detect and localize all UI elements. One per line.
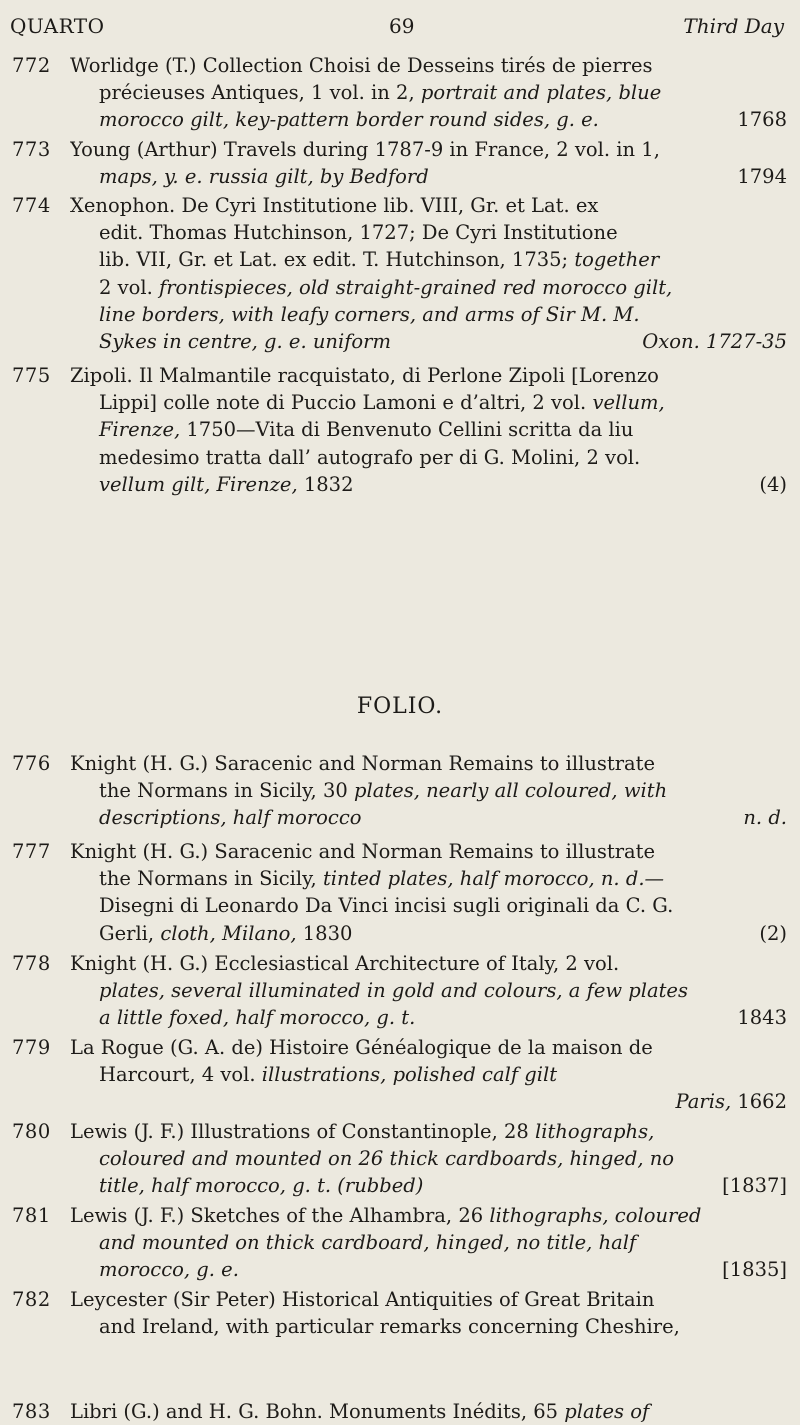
lot-line: Xenophon. De Cyri Institutione lib. VIII, Gr. et Lat. ex	[70, 194, 599, 217]
lot-line: morocco gilt, key-pattern border round sides, g. e. 1768	[70, 106, 787, 133]
lot-number: 780	[12, 1120, 51, 1143]
lot-line: title, half morocco, g. t. (rubbed) [1837]	[70, 1172, 787, 1199]
lot-line: maps, y. e. russia gilt, by Bedford 1794	[70, 163, 787, 190]
lot-line: Young (Arthur) Travels during 1787-9 in France, 2 vol. in 1,	[70, 138, 660, 161]
lot-date: 1662	[731, 1090, 787, 1114]
lot-line: vellum gilt, Firenze, 1832 (4)	[70, 471, 787, 498]
header-format: QUARTO	[10, 14, 105, 38]
lot-781	[12, 1202, 787, 1284]
lot-line: Sykes in centre, g. e. uniform Oxon. 1727-35	[70, 328, 787, 355]
lot-date: Oxon. 1727-35	[642, 330, 787, 354]
lot-number: 781	[12, 1204, 51, 1227]
page-number: 69	[389, 14, 415, 38]
lot-number: 776	[12, 752, 51, 775]
lot-line: Disegni di Leonardo Da Vinci incisi sugli originali da C. G.	[99, 894, 674, 918]
lot-number: 782	[12, 1288, 51, 1311]
lot-date: [1837]	[722, 1174, 787, 1198]
lot-description	[70, 1202, 787, 1284]
lot-line: and Ireland, with particular remarks concerning Cheshire,	[99, 1315, 680, 1339]
lot-description	[70, 1034, 787, 1116]
lot-line: Lippi] colle note di Puccio Lamoni e d’altri, 2 vol. vellum,	[99, 391, 665, 415]
lot-description	[70, 136, 787, 190]
lot-line: Knight (H. G.) Saracenic and Norman Remains to illustrate	[70, 840, 656, 863]
header-day: Third Day	[683, 14, 784, 38]
lot-line: Lewis (J. F.) Illustrations of Constantinople, 28 lithographs,	[70, 1120, 655, 1143]
lot-774	[12, 192, 787, 355]
lot-780	[12, 1118, 787, 1200]
lot-line: Lewis (J. F.) Sketches of the Alhambra, 26 lithographs, coloured	[70, 1204, 702, 1227]
lot-description	[70, 750, 787, 832]
lot-line: medesimo tratta dall’ autografo per di G. Molini, 2 vol.	[99, 445, 641, 469]
lot-description	[70, 1118, 787, 1200]
lot-line: Leycester (Sir Peter) Historical Antiquities of Great Britain	[70, 1288, 655, 1311]
section-heading: FOLIO.	[356, 694, 444, 719]
lot-line: Paris, 1662	[675, 1090, 787, 1114]
lot-date: 1768	[737, 108, 787, 132]
lot-line: précieuses Antiques, 1 vol. in 2, portrait and plates, blue	[99, 81, 662, 105]
lot-number: 783	[12, 1400, 51, 1423]
lot-line: Gerli, cloth, Milano, 1830 (2)	[70, 920, 787, 947]
lot-count: (4)	[759, 472, 787, 496]
lot-line: La Rogue (G. A. de) Histoire Généalogique de la maison de	[70, 1036, 653, 1059]
lot-779	[12, 1034, 787, 1116]
lot-description	[70, 1286, 787, 1340]
lot-date: 1843	[737, 1006, 787, 1030]
lot-line: the Normans in Sicily, 30 plates, nearly all coloured, with	[99, 779, 668, 803]
lot-line: line borders, with leafy corners, and arms of Sir M. M.	[99, 302, 640, 326]
lot-number: 779	[12, 1036, 51, 1059]
lot-number: 777	[12, 840, 51, 863]
lot-number: 778	[12, 952, 51, 975]
lot-line: Worlidge (T.) Collection Choisi de Desseins tirés de pierres	[70, 54, 653, 77]
lot-777	[12, 838, 787, 947]
lot-number: 772	[12, 54, 51, 77]
lot-778	[12, 950, 787, 1032]
lot-line: Libri (G.) and H. G. Bohn. Monuments Inédits, 65 plates of	[70, 1400, 650, 1423]
lot-line: edit. Thomas Hutchinson, 1727; De Cyri Institutione	[99, 221, 618, 245]
lot-line: Knight (H. G.) Ecclesiastical Architecture of Italy, 2 vol.	[70, 952, 620, 975]
lot-number: 775	[12, 364, 51, 387]
lot-775	[12, 362, 787, 498]
lot-776	[12, 750, 787, 832]
lot-line: morocco, g. e. [1835]	[70, 1256, 787, 1283]
lot-description	[70, 192, 787, 355]
lot-772	[12, 52, 787, 134]
lot-line: lib. VII, Gr. et Lat. ex edit. T. Hutchinson, 1735; together	[99, 248, 660, 272]
lot-line: Zipoli. Il Malmantile racquistato, di Perlone Zipoli [Lorenzo	[70, 364, 659, 387]
lot-description	[70, 362, 787, 498]
lot-number: 774	[12, 194, 51, 217]
lot-line: Firenze, 1750—Vita di Benvenuto Cellini scritta da liu	[99, 418, 634, 442]
lot-782	[12, 1286, 787, 1340]
lot-description	[70, 52, 787, 134]
lot-number: 773	[12, 138, 51, 161]
lot-description	[70, 838, 787, 947]
lot-line: a little foxed, half morocco, g. t. 1843	[70, 1004, 787, 1031]
lot-line: coloured and mounted on 26 thick cardboards, hinged, no	[99, 1147, 675, 1171]
lot-line: 2 vol. frontispieces, old straight-grained red morocco gilt,	[99, 275, 673, 299]
lot-line: descriptions, half morocco n. d.	[70, 804, 787, 831]
lot-783	[12, 1398, 787, 1425]
lot-count: (2)	[759, 921, 787, 945]
lot-line: plates, several illuminated in gold and colours, a few plates	[99, 979, 688, 1003]
lot-description	[70, 950, 787, 1032]
lot-line: and mounted on thick cardboard, hinged, no title, half	[99, 1231, 637, 1255]
lot-date: 1794	[737, 165, 787, 189]
lot-date: n. d.	[743, 806, 787, 830]
running-header	[10, 14, 784, 44]
lot-line: Harcourt, 4 vol. illustrations, polished calf gilt	[99, 1063, 558, 1087]
lot-line: the Normans in Sicily, tinted plates, half morocco, n. d.—	[99, 867, 665, 891]
lot-line: Knight (H. G.) Saracenic and Norman Remains to illustrate	[70, 752, 656, 775]
lot-date: [1835]	[722, 1258, 787, 1282]
lot-description	[70, 1398, 787, 1425]
lot-773	[12, 136, 787, 190]
